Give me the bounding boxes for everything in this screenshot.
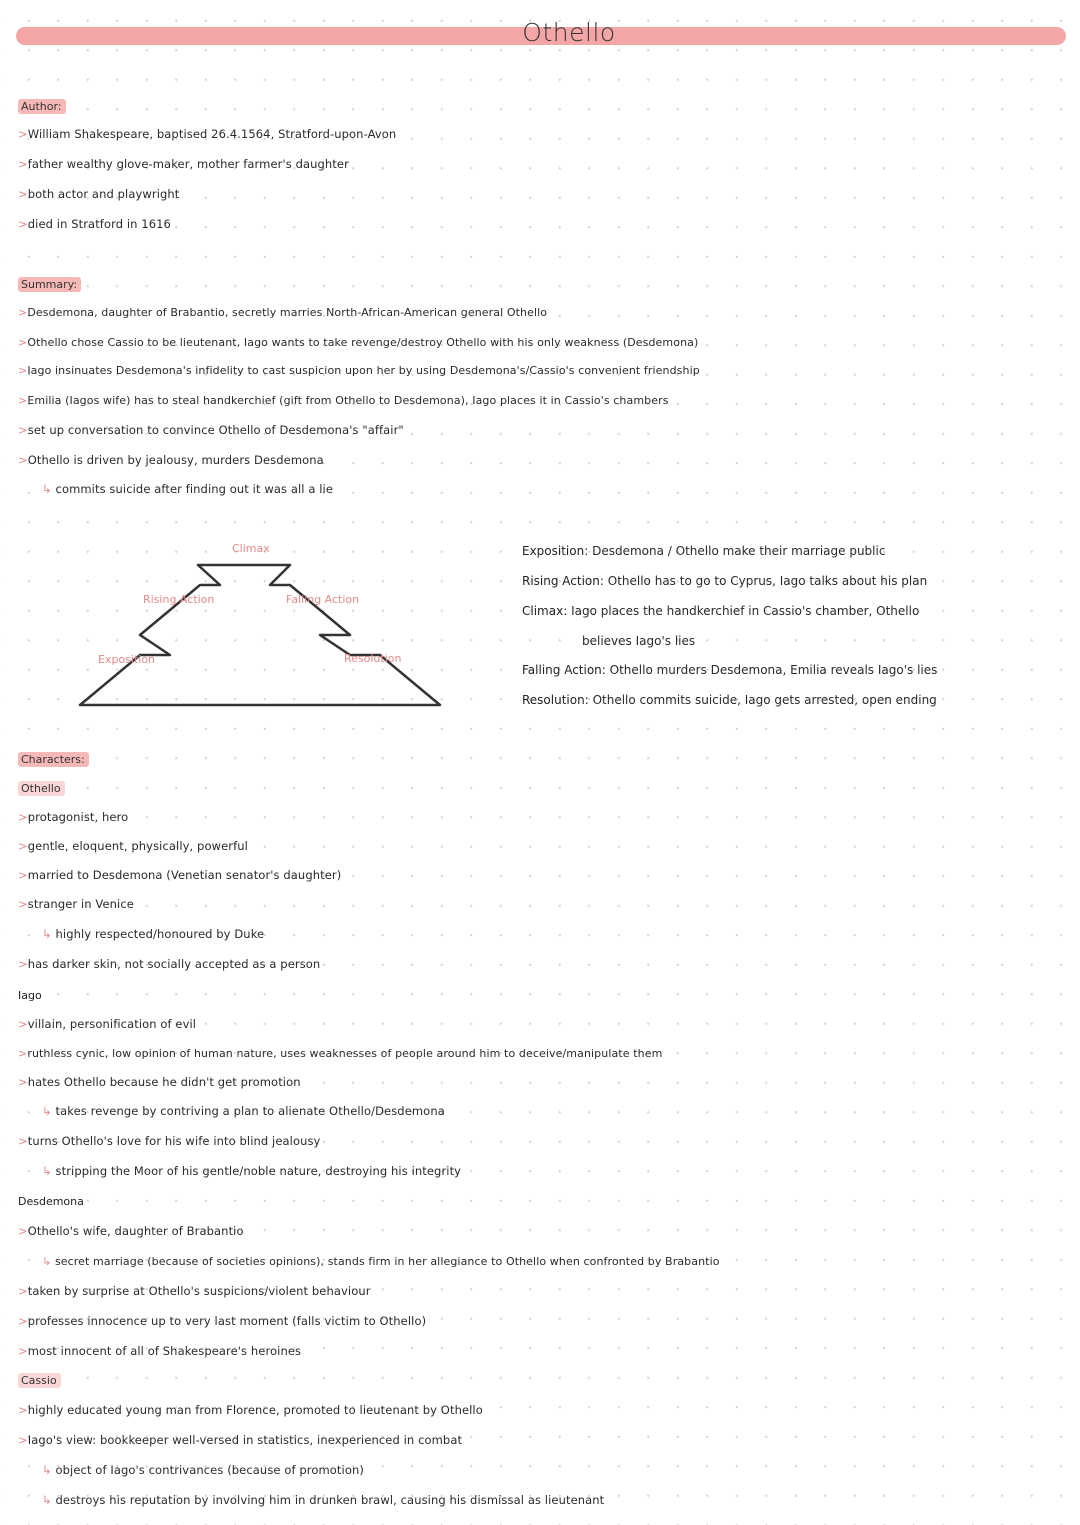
cassio-line: >highly educated young man from Florence, promoted to lieutenant by Othello — [18, 1403, 483, 1417]
plot-climax-cont: believes Iago's lies — [582, 634, 696, 648]
diagram-climax-label: Climax — [232, 542, 270, 555]
characters-heading: Characters: — [18, 752, 89, 767]
plot-climax: Climax: Iago places the handkerchief in Cassio's chamber, Othello — [522, 604, 920, 618]
author-line: >William Shakespeare, baptised 26.4.1564, Stratford-upon-Avon — [18, 127, 397, 141]
desdemona-line: >taken by surprise at Othello's suspicions/violent behaviour — [18, 1284, 371, 1298]
author-heading: Author: — [18, 99, 66, 114]
summary-line: >Desdemona, daughter of Brabantio, secretly marries North-African-American general Othello — [18, 306, 548, 319]
summary-line: >Iago insinuates Desdemona's infidelity to cast suspicion upon her by using Desdemona's/Cassio's convenient friendship — [18, 364, 700, 377]
diagram-resolution-label: Resolution — [344, 652, 402, 665]
summary-subline: ↳ commits suicide after finding out it was all a lie — [42, 482, 333, 496]
character-name-othello: Othello — [18, 781, 65, 796]
diagram-exposition-label: Exposition — [98, 653, 156, 666]
character-name-iago: Iago — [18, 989, 42, 1002]
othello-line: >stranger in Venice — [18, 897, 134, 911]
othello-line: >married to Desdemona (Venetian senator's daughter) — [18, 868, 342, 882]
author-line: >both actor and playwright — [18, 187, 180, 201]
cassio-subline: ↳ object of Iago's contrivances (because of promotion) — [42, 1463, 364, 1477]
iago-line: >hates Othello because he didn't get promotion — [18, 1075, 301, 1089]
character-name-cassio: Cassio — [18, 1373, 61, 1388]
othello-subline: ↳ highly respected/honoured by Duke — [42, 927, 265, 941]
summary-heading: Summary: — [18, 277, 81, 292]
iago-line: >villain, personification of evil — [18, 1017, 197, 1031]
diagram-outline — [80, 565, 440, 705]
iago-line: >turns Othello's love for his wife into blind jealousy — [18, 1134, 321, 1148]
page-title: Othello — [522, 18, 616, 47]
plot-exposition: Exposition: Desdemona / Othello make their marriage public — [522, 544, 886, 558]
summary-line: >set up conversation to convince Othello of Desdemona's "affair" — [18, 423, 404, 437]
diagram-rising-label: Rising Action — [143, 593, 215, 606]
plot-resolution: Resolution: Othello commits suicide, Iago gets arrested, open ending — [522, 693, 937, 707]
desdemona-subline: ↳ secret marriage (because of societies opinions), stands firm in her allegiance to Othello when confronted by Brabantio — [42, 1255, 720, 1268]
cassio-subline: ↳ destroys his reputation by involving him in drunken brawl, causing his dismissal as lieutenant — [42, 1493, 605, 1507]
plot-falling-action: Falling Action: Othello murders Desdemona, Emilia reveals Iago's lies — [522, 663, 938, 677]
iago-subline: ↳ stripping the Moor of his gentle/noble nature, destroying his integrity — [42, 1164, 462, 1178]
diagram-falling-label: Falling Action — [286, 593, 360, 606]
desdemona-line: >Othello's wife, daughter of Brabantio — [18, 1224, 244, 1238]
iago-subline: ↳ takes revenge by contriving a plan to alienate Othello/Desdemona — [42, 1104, 445, 1118]
othello-line: >has darker skin, not socially accepted as a person — [18, 957, 321, 971]
summary-line: >Emilia (Iagos wife) has to steal handkerchief (gift from Othello to Desdemona), Iago places it in Cassio's chambers — [18, 394, 669, 407]
othello-line: >gentle, eloquent, physically, powerful — [18, 839, 248, 853]
summary-line: >Othello chose Cassio to be lieutenant, Iago wants to take revenge/destroy Othello with his only weakness (Desdemona) — [18, 336, 699, 349]
plot-structure-diagram — [70, 535, 450, 715]
character-name-desdemona: Desdemona — [18, 1195, 84, 1208]
plot-rising-action: Rising Action: Othello has to go to Cyprus, Iago talks about his plan — [522, 574, 928, 588]
author-line: >died in Stratford in 1616 — [18, 217, 171, 231]
author-line: >father wealthy glove-maker, mother farmer's daughter — [18, 157, 349, 171]
summary-line: >Othello is driven by jealousy, murders Desdemona — [18, 453, 324, 467]
cassio-line: >Iago's view: bookkeeper well-versed in statistics, inexperienced in combat — [18, 1433, 463, 1447]
othello-line: >protagonist, hero — [18, 810, 129, 824]
iago-line: >ruthless cynic, low opinion of human nature, uses weaknesses of people around him to deceive/manipulate them — [18, 1047, 663, 1060]
desdemona-line: >most innocent of all of Shakespeare's heroines — [18, 1344, 302, 1358]
desdemona-line: >professes innocence up to very last moment (falls victim to Othello) — [18, 1314, 427, 1328]
